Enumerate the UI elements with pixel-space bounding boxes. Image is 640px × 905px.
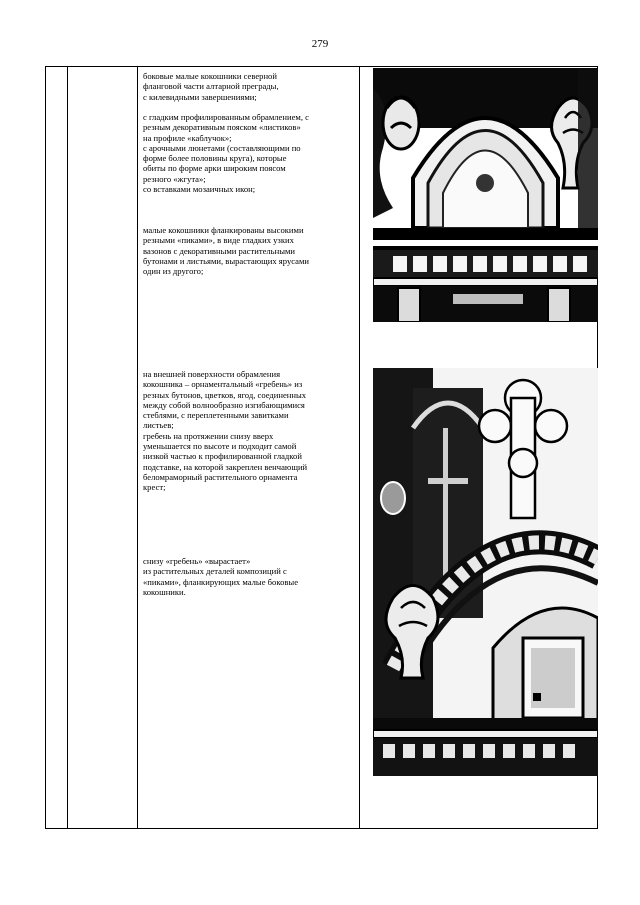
- document-table: [45, 66, 598, 829]
- text-line: «пиками», фланкирующих малые боковые: [143, 576, 299, 587]
- text-line: бутонами и листьями, вырастающих ярусами: [143, 255, 310, 266]
- text-line: беломраморный растительного орнамента: [143, 471, 298, 482]
- text-line: форме более половины круга), которые: [143, 153, 287, 164]
- column-divider: [67, 67, 68, 828]
- text-line: обиты по форме арки широким поясом: [143, 163, 286, 174]
- text-line: гребень на протяжении снизу вверх: [143, 430, 274, 441]
- text-block: [143, 556, 355, 597]
- text-line: уменьшается по высоте и подходит самой: [143, 441, 297, 452]
- text-line: подставке, на которой закреплен венчающий: [143, 461, 308, 472]
- text-line: с гладким профилированным обрамлением, с: [143, 112, 309, 122]
- text-block: [143, 71, 355, 102]
- text-line: листьев;: [143, 420, 174, 431]
- text-block: [143, 369, 355, 493]
- text-line: на профиле «каблучок»;: [143, 132, 232, 143]
- text-line: резными «пиками», в виде гладких узких: [143, 235, 294, 246]
- text-line: вазонов с декоративными растительными: [143, 245, 296, 256]
- page-number: 279: [311, 38, 329, 50]
- text-line: с килевидными завершениями;: [143, 91, 257, 102]
- column-divider: [137, 67, 138, 828]
- text-line: резного «жгута»;: [143, 173, 206, 184]
- text-line: со вставками мозаичных икон;: [143, 184, 256, 195]
- text-line: кокошники.: [143, 586, 186, 597]
- text-line: снизу «гребень» «вырастает»: [143, 556, 251, 566]
- text-line: стеблями, с переплетенными завитками: [143, 410, 289, 421]
- text-line: фланговой части алтарной преграды,: [143, 81, 279, 92]
- text-line: боковые малые кокошники северной: [143, 71, 277, 81]
- photo-kokoshnik-arch: [373, 68, 598, 322]
- text-line: резным декоративным пояском «листиков»: [143, 122, 301, 133]
- text-line: один из другого;: [143, 266, 204, 277]
- text-line: низкой частью к профилированной гладкой: [143, 451, 302, 462]
- text-line: крест;: [143, 482, 166, 493]
- text-block: [143, 112, 355, 194]
- text-line: между собой волнообразно изгибающимися: [143, 399, 305, 410]
- column-divider: [359, 67, 360, 828]
- text-line: малые кокошники фланкированы высокими: [143, 225, 304, 235]
- text-line: кокошника – орнаментальный «гребень» из: [143, 379, 303, 390]
- text-line: резных бутонов, цветков, ягод, соединенных: [143, 389, 307, 400]
- photo-crest-cross: [373, 368, 598, 776]
- text-block: [143, 225, 355, 276]
- text-line: из растительных деталей композиций с: [143, 566, 287, 577]
- text-line: на внешней поверхности обрамления: [143, 369, 281, 379]
- text-line: с арочными люнетами (составляющими по: [143, 142, 301, 153]
